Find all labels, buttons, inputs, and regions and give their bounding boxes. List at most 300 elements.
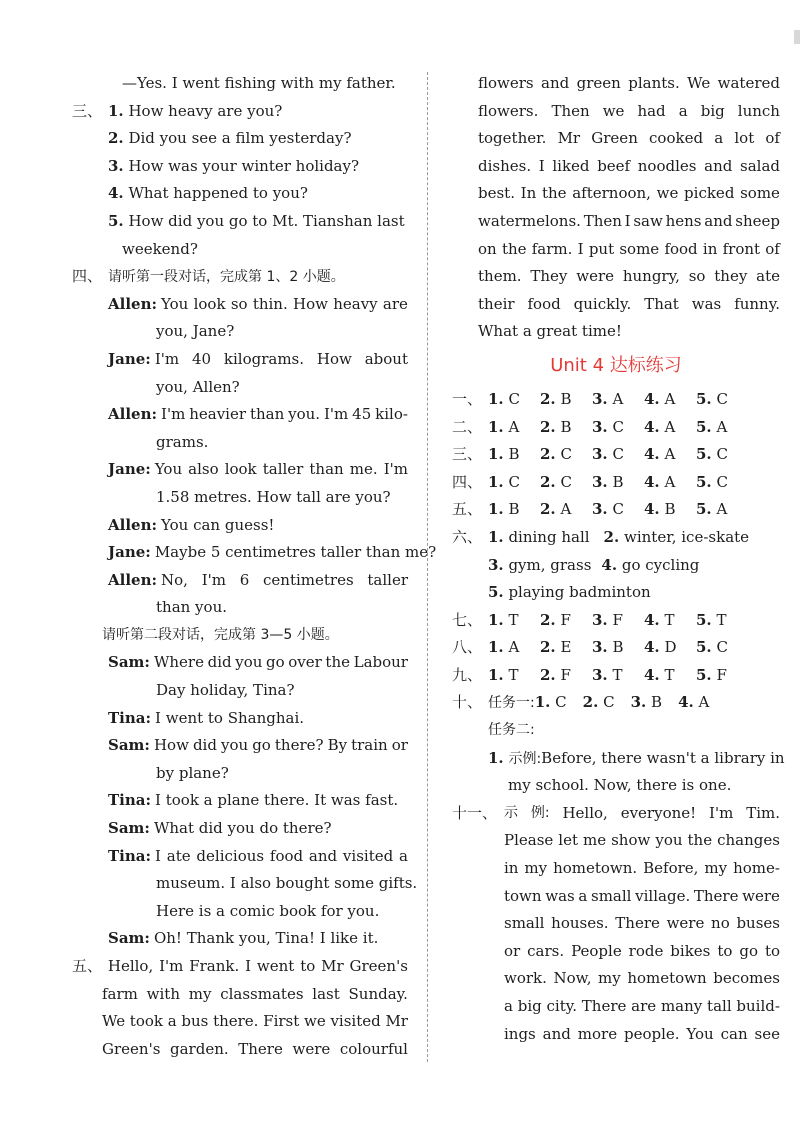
answer-cell [696, 414, 748, 442]
answer-cell [488, 607, 540, 635]
word: go [266, 653, 285, 672]
answer-cell [488, 496, 540, 524]
word: farm [102, 984, 138, 1003]
word: together. [478, 129, 547, 148]
answer-item [644, 496, 696, 524]
word: Before, [643, 859, 699, 878]
dialogue-line [72, 567, 408, 595]
answer-items [535, 693, 710, 711]
passage-line [452, 70, 780, 98]
word: heavier [189, 405, 247, 424]
answer-cell [540, 441, 592, 469]
dialogue-text [154, 732, 408, 760]
speaker-name: Allen: [108, 570, 158, 589]
dialogue-continuation: by plane? [156, 763, 229, 782]
word: we [304, 1012, 326, 1031]
word: city. [546, 997, 578, 1015]
word: train [351, 736, 388, 755]
dialogue-text: What did you do there? [153, 819, 332, 838]
dialogue-line [72, 539, 437, 567]
word: I'm [201, 570, 226, 589]
answer-cell [644, 496, 696, 524]
answer-item [604, 528, 750, 546]
word: Then [551, 101, 590, 120]
item-number: 3. [592, 665, 608, 684]
word: hungry, [622, 267, 680, 286]
item-number: 4. [644, 445, 660, 464]
dialogue-1 [72, 291, 437, 622]
task-label: 任务一: [488, 695, 535, 712]
answer-value: T [508, 665, 519, 684]
dialogue-continuation: than you. [156, 598, 227, 617]
answer-value: T [664, 610, 675, 629]
answer-value: B [508, 500, 520, 519]
item-number: 3. [592, 500, 608, 519]
word: village. [635, 886, 691, 905]
answer-item [488, 634, 540, 662]
answer-item [644, 469, 696, 497]
word: everyone! [620, 803, 697, 822]
answer-row [452, 662, 780, 690]
item-number: 2. [540, 610, 556, 629]
answer-item [696, 607, 748, 635]
word: and [704, 211, 733, 230]
answer-item [696, 414, 748, 442]
word: Tim. [746, 803, 780, 822]
item-number: 1. [488, 638, 504, 657]
word: 40 [191, 349, 212, 368]
dialogue-text [161, 567, 408, 595]
answer-item [488, 469, 540, 497]
item-number: 3. [592, 472, 608, 491]
word: you [235, 653, 263, 672]
word: and [542, 1024, 571, 1043]
word: tall [707, 997, 732, 1015]
answer-row [452, 552, 780, 580]
word: 45 [352, 405, 372, 424]
speaker-name: Allen: [108, 515, 158, 534]
item-number: 2. [603, 527, 620, 546]
column-divider [427, 72, 428, 1062]
word: show [611, 831, 651, 850]
item-number: 4. [644, 472, 660, 491]
section-marker: 三、 [452, 445, 483, 464]
word: went [256, 957, 295, 975]
word: the [325, 653, 350, 672]
item-number: 5. [696, 500, 712, 519]
section-4 [72, 263, 437, 953]
answer-value: B [508, 445, 520, 464]
word: First [263, 1012, 300, 1031]
answer-rows [452, 386, 780, 524]
word: Please [504, 831, 554, 850]
word: quickly. [573, 294, 632, 313]
dialogue-line [72, 815, 408, 843]
word: many [660, 997, 703, 1015]
list-item: 三、 1. How heavy are you? [72, 101, 283, 120]
answer-cell [696, 496, 748, 524]
word: was [545, 886, 575, 905]
answer-value: B [612, 472, 624, 491]
answer-cell [696, 662, 748, 690]
answer-value: C [555, 693, 567, 712]
item-number: 1. [488, 500, 504, 519]
word: There [693, 886, 739, 905]
word: can [720, 1024, 748, 1043]
dialogue-line [72, 456, 408, 484]
word: saw [633, 211, 663, 230]
answer-item [644, 607, 696, 635]
word: You [686, 1024, 714, 1043]
word: watered [717, 74, 780, 92]
word: them. [478, 267, 522, 286]
word: kilograms. [223, 349, 305, 368]
answer-value: gym, grass [508, 555, 592, 574]
word: did [207, 653, 232, 672]
word: colourful [339, 1039, 408, 1058]
word: Green [591, 129, 638, 148]
speaker-name: Sam: [108, 653, 150, 672]
word: they [714, 267, 748, 286]
answer-value: dining hall [508, 527, 590, 546]
answer-value: E [560, 638, 572, 657]
dialogue-2 [72, 649, 418, 953]
answer-cell [540, 414, 592, 442]
word: I'm [154, 349, 180, 368]
answer-cell [696, 469, 748, 497]
list-item: 3. How was your winter holiday? [108, 156, 360, 175]
speaker-name: Sam: [108, 736, 150, 755]
word: my [188, 984, 212, 1003]
answer-item [678, 693, 709, 711]
answer-item [540, 496, 592, 524]
answer-item [644, 662, 696, 690]
word: the [501, 239, 527, 258]
item-number: 2. [540, 665, 556, 684]
word: and [541, 74, 570, 92]
word: or [504, 941, 521, 960]
item-number: 3. [592, 610, 608, 629]
word: there. [213, 1012, 259, 1031]
right-column [452, 70, 785, 1048]
item-number: 1. [488, 389, 504, 408]
word: were [666, 914, 705, 933]
word: garden. [170, 1039, 229, 1058]
section-marker: 五、 [452, 500, 483, 519]
answer-value: B [560, 417, 572, 436]
word: cars. [527, 941, 565, 960]
word: dishes. [478, 156, 532, 175]
section-marker: 十、 [452, 693, 483, 712]
answer-item [631, 693, 662, 711]
left-column [72, 70, 437, 1063]
answer-item [488, 528, 590, 546]
answer-cell [696, 386, 748, 414]
answer-cell [488, 441, 540, 469]
answer-cell [696, 441, 748, 469]
word: or [391, 736, 408, 755]
item-number: 5. [696, 472, 712, 491]
word: We [102, 1012, 126, 1031]
dialogue-line [72, 732, 408, 760]
answer-cell [540, 634, 592, 662]
answer-value: C [560, 445, 572, 464]
answer-value: D [664, 638, 677, 657]
word: lot [734, 129, 755, 148]
answer-value: C [508, 389, 520, 408]
word: I'm [323, 405, 349, 424]
answer-value: T [508, 610, 519, 629]
dialogue-line [72, 787, 408, 815]
dialogue-text [155, 843, 408, 871]
word: lunch [737, 101, 780, 120]
word: Labour [353, 653, 408, 672]
answer-item [583, 693, 615, 711]
word: Now, [553, 969, 592, 988]
word: than [249, 405, 285, 424]
answer-row [452, 607, 780, 635]
word: 示 [504, 804, 518, 821]
answer-item [540, 469, 592, 497]
word: taller [367, 570, 408, 589]
word: How [293, 294, 328, 313]
word: rode [628, 941, 664, 960]
item-number: 4. [644, 389, 660, 408]
section-5 [72, 953, 408, 1063]
word: watermelons. [478, 211, 581, 230]
word: and [704, 156, 733, 175]
speaker-name: Tina: [108, 791, 152, 810]
section-marker: 一、 [452, 389, 483, 408]
answer-value: B [560, 389, 572, 408]
answer-item [592, 414, 644, 442]
dialogue-continuation: 1.58 metres. How tall are you? [156, 487, 391, 506]
word: me. [349, 460, 378, 479]
answer-value: C [716, 638, 728, 657]
item-number: 3. [630, 693, 647, 712]
answer-value: B [612, 638, 624, 657]
list-item: 2. Did you see a film yesterday? [108, 129, 352, 148]
dialogue-line [72, 925, 408, 953]
word: Green's [102, 1039, 161, 1058]
word: you [221, 736, 249, 755]
answer-cell [696, 607, 748, 635]
answer-item [644, 414, 696, 442]
word: people. [623, 1024, 680, 1043]
answer-cell [592, 662, 644, 690]
word: Frank. [189, 957, 240, 975]
word: There [581, 997, 627, 1015]
word: That [644, 294, 679, 313]
list-item-continuation: weekend? [122, 239, 198, 258]
word: No, [161, 570, 188, 589]
section-11 [452, 800, 780, 1048]
word: salad [740, 156, 780, 175]
word: beef [597, 156, 631, 175]
speaker-name: Jane: [108, 349, 151, 368]
answer-item [696, 386, 748, 414]
word: They [530, 267, 568, 286]
section-marker: 四、 [452, 472, 483, 491]
item-number: 3. [592, 638, 608, 657]
answer-cell [488, 634, 540, 662]
item-number: 1. [534, 693, 551, 712]
word: food [527, 294, 561, 313]
word: centimetres [263, 570, 354, 589]
dialogue-text [155, 346, 408, 374]
word: let [558, 831, 578, 850]
passage-line [72, 953, 408, 981]
item-number: 5. [696, 638, 712, 657]
word: look [193, 294, 226, 313]
word: so [230, 294, 248, 313]
answer-item [540, 634, 592, 662]
word: food [664, 239, 698, 258]
word: than [309, 460, 344, 479]
item-number: 1. [488, 527, 504, 546]
answer-item [696, 662, 748, 690]
word: go [252, 736, 271, 755]
item-number: 3. [592, 389, 608, 408]
word: green [576, 74, 621, 92]
answer-cell [696, 634, 748, 662]
answer-row [452, 689, 780, 717]
answer-rows [452, 607, 780, 690]
word: liked [552, 156, 590, 175]
word: taller [262, 460, 304, 479]
answer-item [540, 414, 592, 442]
word: my [524, 859, 548, 878]
answer-value: A [560, 500, 572, 519]
word: big [700, 101, 725, 120]
word: were [742, 886, 780, 905]
section-intro: 请听第二段对话，完成第 3—5 小题。 [102, 626, 339, 643]
word: buses [736, 914, 780, 933]
answer-item [644, 386, 696, 414]
passage-line [452, 993, 780, 1021]
word: a [678, 101, 688, 120]
speaker-name: Sam: [108, 929, 150, 948]
dialogue-continuation: you, Jane? [156, 322, 235, 341]
word: delicious [196, 846, 265, 865]
word: in [702, 239, 718, 258]
word: classmates [220, 984, 304, 1003]
answer-cell [592, 469, 644, 497]
word: Hello, [107, 957, 154, 975]
word: you [655, 831, 683, 850]
item-number: 4. [601, 555, 618, 574]
item-number: 2. [540, 389, 556, 408]
item-number: 2. [540, 472, 556, 491]
answer-value: C [716, 445, 728, 464]
word: bus [181, 1012, 209, 1031]
answer-value: T [612, 665, 623, 684]
item-number: 3. [488, 555, 504, 574]
speaker-name: Allen: [108, 405, 158, 424]
passage-line [72, 1036, 408, 1064]
dialogue-text: You can guess! [161, 515, 275, 534]
word: Mr [385, 1012, 408, 1031]
example-line: my school. Now, there is one. [508, 776, 732, 795]
word: their [478, 294, 515, 313]
passage-line [452, 208, 780, 236]
dialogue-line [72, 512, 408, 540]
speaker-name: Allen: [108, 294, 158, 313]
word: of [765, 129, 780, 148]
word: the [541, 184, 567, 203]
dialogue-text: I took a plane there. It was fast. [155, 791, 399, 810]
word: I'm [709, 803, 734, 822]
answer-value: C [612, 500, 624, 519]
example-line: 1. 示例:Before, there wasn't a library in [488, 748, 785, 767]
word: Green's [349, 957, 408, 975]
answer-item [488, 496, 540, 524]
word: home- [733, 859, 780, 878]
item-number: 1. [488, 665, 504, 684]
passage-lines [72, 981, 408, 1064]
word: a [504, 997, 513, 1015]
word: By [327, 736, 348, 755]
answer-value: C [560, 472, 572, 491]
word: plants. [628, 74, 680, 92]
answer-value: T [664, 665, 675, 684]
answer-cell [644, 386, 696, 414]
word: There [238, 1039, 283, 1058]
item-number: 3. [592, 445, 608, 464]
item-number: 2. [540, 445, 556, 464]
word: more [577, 1024, 618, 1043]
word: are [382, 294, 408, 313]
word: had [637, 101, 666, 120]
answer-cell [592, 441, 644, 469]
word: was [691, 294, 722, 313]
word: heavy [333, 294, 378, 313]
word: a [399, 846, 408, 865]
passage-line [452, 263, 780, 291]
passage-line [452, 180, 780, 208]
word: I [577, 239, 584, 258]
item-number: 2. [540, 638, 556, 657]
dialogue-continuation: grams. [156, 432, 209, 451]
answer-item [488, 386, 540, 414]
answer-value: go cycling [621, 555, 700, 574]
answer-item [696, 441, 748, 469]
item-number: 1. [488, 445, 504, 464]
word: in [504, 859, 519, 878]
answer-item [644, 441, 696, 469]
answer-item [540, 607, 592, 635]
item-number: 3. [592, 417, 608, 436]
word: food [269, 846, 304, 865]
answer-row [452, 441, 780, 469]
word: were [576, 267, 615, 286]
answer-value: B [651, 693, 663, 712]
word: funny. [734, 294, 780, 313]
answer-value: F [560, 610, 571, 629]
word: becomes [713, 969, 780, 988]
dialogue-continuation: you, Allen? [156, 377, 240, 396]
answer-cell [540, 607, 592, 635]
dialogue-text [154, 649, 408, 677]
word: I [538, 156, 545, 175]
word: kilo- [375, 405, 408, 424]
word: Mr [321, 957, 344, 975]
item-number: 1. [488, 472, 504, 491]
word: some [619, 239, 660, 258]
passage-line [452, 910, 780, 938]
dialogue-continuation: museum. I also bought some gifts. [156, 874, 418, 893]
section-marker: 七、 [452, 610, 483, 629]
